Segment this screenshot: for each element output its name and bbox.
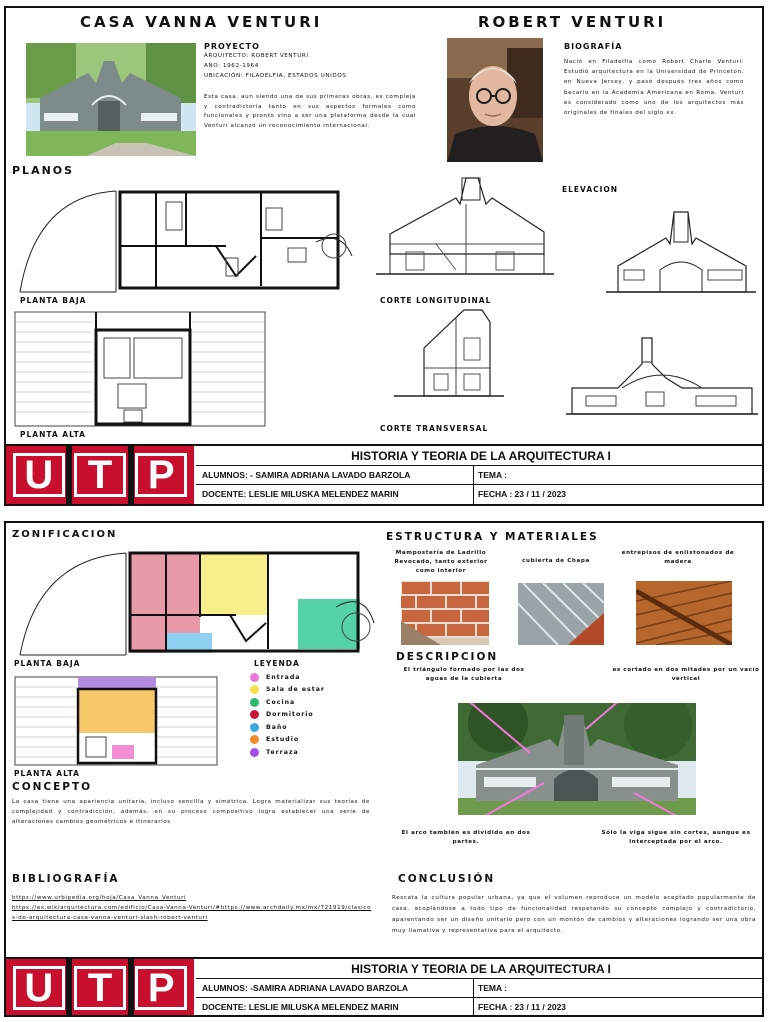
planta-baja-label: PLANTA BAJA xyxy=(20,296,87,305)
planos-heading: PLANOS xyxy=(12,164,75,177)
architect-title: ROBERT VENTURI xyxy=(478,13,667,31)
zonificacion-planta-alta xyxy=(14,675,218,767)
docente-row xyxy=(196,485,764,504)
leyenda-label: Estudio xyxy=(266,736,300,744)
bibliografia-link[interactable]: https://es.wikiarquitectura.com/edificio/Casa-Vanna-Venturi/#https://www.archdaily.mx/mx/721919/clasicos-de-arquitectura-casa-vanna-venturi-slash-robert-venturi xyxy=(12,905,372,921)
elevacion-label: ELEVACION xyxy=(562,185,619,194)
utp-letter-t: T xyxy=(74,453,126,497)
leyenda-item xyxy=(250,671,325,684)
leyenda-label: Dormitorio xyxy=(266,711,314,719)
leyenda-dot-estudio xyxy=(250,735,259,744)
leyenda-list xyxy=(250,671,325,759)
leyenda-dot-entrada xyxy=(250,673,259,682)
course-title: HISTORIA Y TEORIA DE LA ARQUITECTURA I xyxy=(196,959,764,979)
sheet-planos xyxy=(4,6,764,506)
alumnos-row xyxy=(196,979,764,998)
alumnos-field: ALUMNOS: -SAMIRA ADRIANA LAVADO BARZOLA xyxy=(202,983,409,993)
utp-letter-t: T xyxy=(74,966,126,1010)
leyenda-item xyxy=(250,696,325,709)
fecha-field: FECHA : 23 / 11 / 2023 xyxy=(473,998,764,1017)
title-block xyxy=(6,444,764,504)
course-title: HISTORIA Y TEORIA DE LA ARQUITECTURA I xyxy=(196,446,764,466)
leyenda-label: Cocina xyxy=(266,698,296,706)
proyecto-heading: PROYECTO xyxy=(204,42,260,51)
leyenda-dot-sala xyxy=(250,685,259,694)
proyecto-location: UBICACIÓN: FILADELFIA, ESTADOS UNIDOS xyxy=(204,73,347,79)
elevacion-posterior-drawing xyxy=(566,332,758,420)
architect-portrait xyxy=(447,38,543,162)
descripcion-heading: DESCRIPCION xyxy=(396,651,499,663)
tema-field: TEMA : xyxy=(473,466,764,485)
leyenda-item xyxy=(250,746,325,759)
leyenda-item xyxy=(250,734,325,747)
project-title: CASA VANNA VENTURI xyxy=(80,13,323,31)
utp-letter-p: P xyxy=(135,453,187,497)
zonificacion-planta-baja-label: PLANTA BAJA xyxy=(14,659,81,668)
bibliografia-list xyxy=(12,893,372,923)
concepto-heading: CONCEPTO xyxy=(12,781,93,793)
material-chapa-photo xyxy=(518,583,604,645)
sheet-analisis xyxy=(4,521,764,1017)
estructura-heading: ESTRUCTURA Y MATERIALES xyxy=(386,531,599,543)
docente-field: DOCENTE: LESLIE MILUSKA MELENDEZ MARIN xyxy=(202,1002,399,1012)
material-madera-label: entrepisos de enlistonados de madera xyxy=(621,550,735,565)
descripcion-house-photo xyxy=(458,703,696,815)
leyenda-label: Baño xyxy=(266,723,288,731)
planta-alta-label: PLANTA ALTA xyxy=(20,430,86,439)
descripcion-note-triangulo: El triángulo formado por las dos aguas de la cubierta xyxy=(403,667,525,682)
material-chapa-label: cubierta de Chapa xyxy=(522,558,590,564)
alumnos-row xyxy=(196,466,764,485)
alumnos-field: ALUMNOS: - SAMIRA ADRIANA LAVADO BARZOLA xyxy=(202,470,411,480)
zonificacion-heading: ZONIFICACION xyxy=(12,529,118,540)
concepto-text: La casa tiene una apariencia unitaria, incluso sencilla y simétrica. Logra materializar sus teorías de complejidad y contradicción, además, en su proceso compositivo logra establecer una serie de alteraciones cambios geométricos e itinerarios xyxy=(12,799,370,825)
zonificacion-planta-alta-label: PLANTA ALTA xyxy=(14,769,80,778)
material-ladrillo-photo xyxy=(401,581,489,645)
proyecto-info xyxy=(204,51,347,81)
leyenda-dot-terraza xyxy=(250,748,259,757)
corte-longitudinal-drawing xyxy=(376,174,554,296)
leyenda-heading: LEYENDA xyxy=(254,659,300,668)
leyenda-dot-bano xyxy=(250,723,259,732)
utp-letter-u: U xyxy=(13,453,65,497)
leyenda-item xyxy=(250,684,325,697)
fecha-field: FECHA : 23 / 11 / 2023 xyxy=(473,485,764,504)
descripcion-note-vacio: es cortado en dos mitades por un vacío vertical xyxy=(612,667,760,682)
leyenda-dot-dormitorio xyxy=(250,710,259,719)
conclusion-heading: CONCLUSIÓN xyxy=(398,873,496,885)
zonificacion-planta-baja xyxy=(16,547,376,659)
leyenda-dot-cocina xyxy=(250,698,259,707)
planta-alta-drawing xyxy=(14,310,266,428)
material-ladrillo-label: Mampostería de Ladrillo Revocado, tanto exterior como interior xyxy=(394,550,488,574)
utp-letter-p: P xyxy=(135,966,187,1010)
title-block xyxy=(6,957,764,1017)
corte-transversal-drawing xyxy=(394,308,504,420)
tema-field: TEMA : xyxy=(473,979,764,998)
proyecto-year: AÑO: 1962-1964 xyxy=(204,63,259,69)
leyenda-label: Sala de estar xyxy=(266,686,325,694)
utp-logo xyxy=(6,959,194,1017)
proyecto-description: Esta casa, aun siendo una de sus primeras obras, es compleja y contradictoria tanto en sus aspectos formales como funcionales y pronto vino a ser una plataforma desde la cual Venturi alcanzó un reconocimiento internacional. xyxy=(204,94,416,129)
corte-longitudinal-label: CORTE LONGITUDINAL xyxy=(380,296,492,305)
biografia-text: Nació en Filadelfia como Robert Charle Venturi. Estudió arquitectura en la Universidad de Princeton, en Nueva Jersey, y pasó después tres años como becario en la Academia Americana en Roma. Venturi es considerado como uno de los arquitectos más originales de finales del siglo xx. xyxy=(564,59,744,117)
bibliografia-link[interactable]: https://www.urbipedia.org/hoja/Casa_Vanna_Venturi xyxy=(12,895,187,901)
docente-row xyxy=(196,998,764,1017)
leyenda-item xyxy=(250,709,325,722)
corte-transversal-label: CORTE TRANSVERSAL xyxy=(380,424,489,433)
descripcion-note-arco: El arco también es dividido en dos partes. xyxy=(401,830,531,845)
docente-field: DOCENTE: LESLIE MILUSKA MELENDEZ MARIN xyxy=(202,489,399,499)
conclusion-text: Rescata la cultura popular urbana, ya que el volumen reproduce un modelo aceptado popularmente de casa, acoplándose a todo tipo de funcionalidad respetando su concepto complejo y contradictorio, aparentando ser un diseño unitario pero con un montón de cambios y alteraciones logrando ser una obra muy llamativa y representativa para el arquitecto. xyxy=(392,895,756,934)
utp-logo xyxy=(6,446,194,504)
planta-baja-drawing xyxy=(16,186,354,294)
leyenda-label: Terraza xyxy=(266,748,299,756)
biografia-heading: BIOGRAFÍA xyxy=(564,42,623,51)
house-photo xyxy=(26,43,196,156)
proyecto-architect: ARQUITECTO: ROBERT VENTURI xyxy=(204,53,309,59)
leyenda-label: Entrada xyxy=(266,673,301,681)
descripcion-note-viga: Sólo la viga sigue sin cortes, aunque es interceptada por el arco. xyxy=(601,830,751,845)
leyenda-item xyxy=(250,721,325,734)
material-madera-photo xyxy=(636,581,732,645)
bibliografia-heading: BIBLIOGRAFÍA xyxy=(12,873,120,885)
utp-letter-u: U xyxy=(13,966,65,1010)
elevacion-drawing xyxy=(606,208,756,300)
